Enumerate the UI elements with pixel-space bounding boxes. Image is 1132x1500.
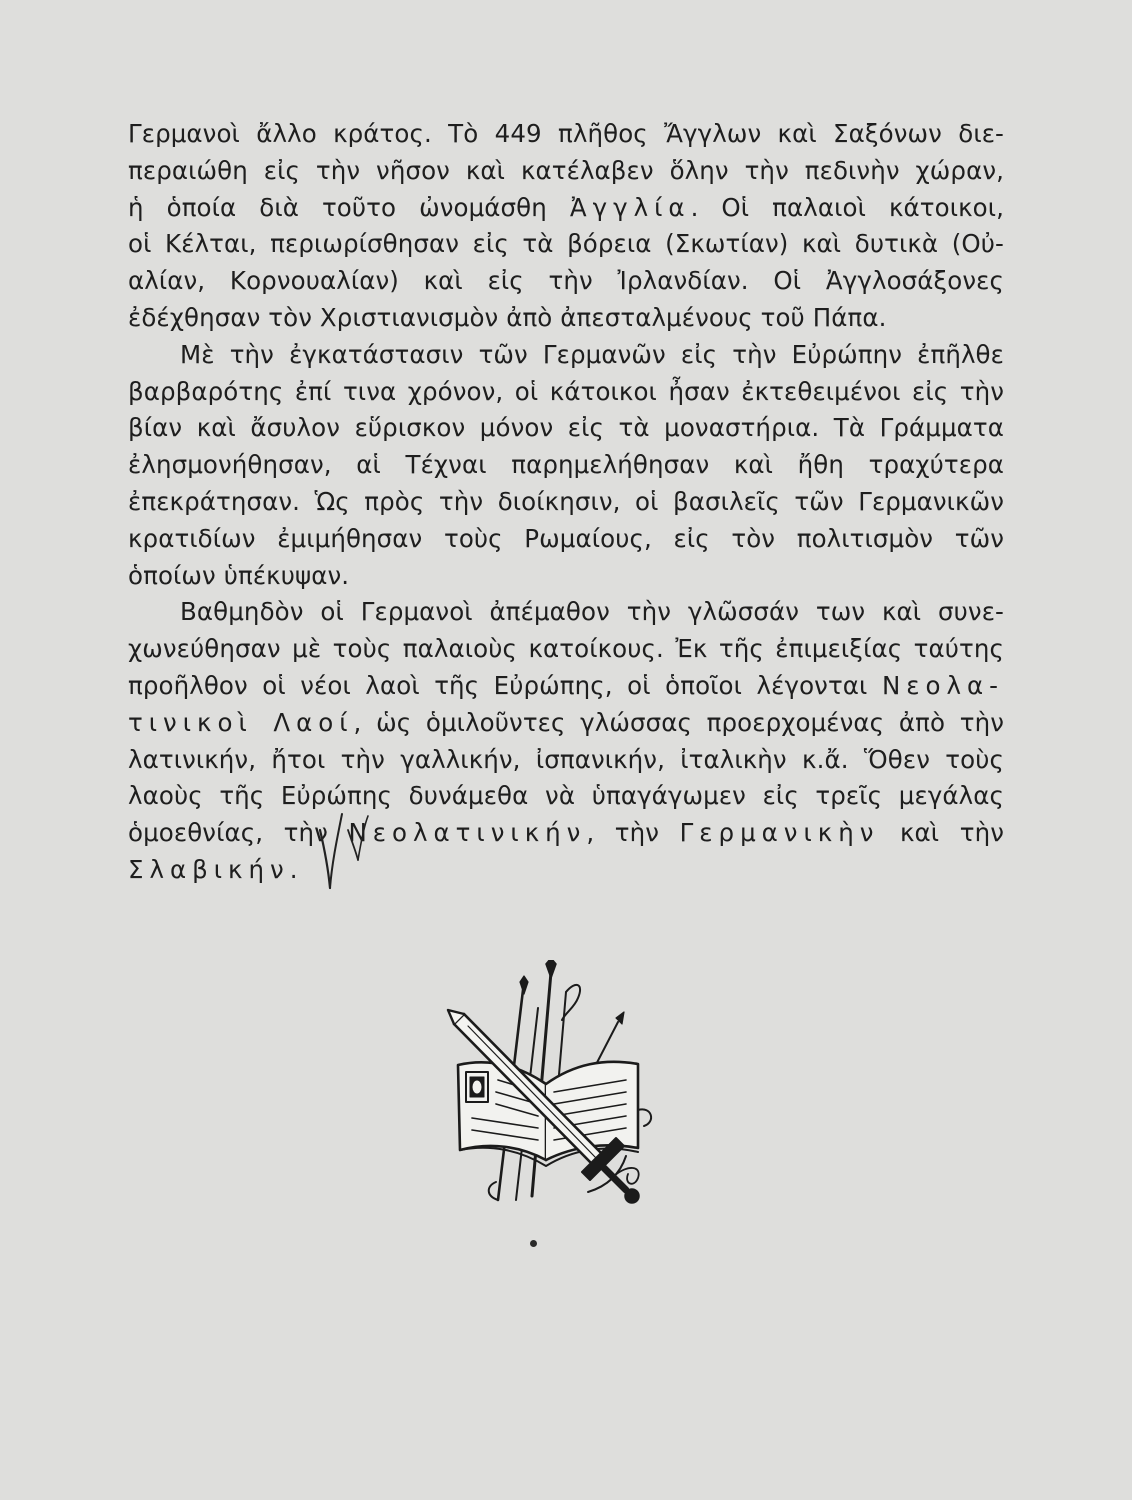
- text-line: [128, 852, 1004, 889]
- text-line: [128, 116, 1004, 153]
- text-run: καὶ τὴν: [879, 818, 1004, 848]
- body-text: [128, 116, 1004, 889]
- text-run: .: [289, 854, 298, 884]
- text-line: [128, 263, 1004, 300]
- text-run: ἐδέχθησαν τὸν Χριστιανισμὸν ἀπὸ ἀπεσταλμένους τοῦ Πάπα.: [128, 302, 887, 332]
- text-line: [128, 594, 1004, 631]
- text-run: οἱ Κέλται, περιωρίσθησαν εἰς τὰ βόρεια (Σκωτίαν) καὶ δυτικὰ (Οὐ-: [128, 229, 1004, 259]
- text-line: [128, 337, 1004, 374]
- text-line: [128, 300, 1004, 337]
- text-line: [128, 190, 1004, 227]
- text-line: [128, 668, 1004, 705]
- text-line: [128, 447, 1004, 484]
- text-line: [128, 815, 1004, 852]
- spaced-term-neolatin: Νεολα-: [881, 670, 1004, 700]
- text-run: βαρβαρότης ἐπί τινα χρόνον, οἱ κάτοικοι ἦσαν ἐκτεθειμένοι εἰς τὴν: [128, 376, 1004, 406]
- text-run: Βαθμηδὸν οἱ Γερμανοὶ ἀπέμαθον τὴν γλῶσσάν των καὶ συνε-: [180, 597, 1004, 627]
- text-line: [128, 153, 1004, 190]
- text-run: λατινικήν, ἤτοι τὴν γαλλικήν, ἰσπανικήν, ἰταλικὴν κ.ἄ. Ὅθεν τοὺς: [128, 744, 1004, 774]
- text-line: [128, 521, 1004, 558]
- text-run: Μὲ τὴν ἐγκατάστασιν τῶν Γερμανῶν εἰς τὴν Εὐρώπην ἐπῆλθε: [180, 339, 1004, 369]
- text-line: [128, 631, 1004, 668]
- spaced-term-neolatiniki: Νεολατινικήν: [348, 818, 587, 848]
- spaced-term-slaviki: Σλαβικήν: [128, 854, 290, 884]
- text-run: κρατιδίων ἐμιμήθησαν τοὺς Ρωμαίους, εἰς τὸν πολιτισμὸν τῶν: [128, 523, 1004, 553]
- text-line: [128, 742, 1004, 779]
- text-run: . Οἱ παλαιοὶ κάτοικοι,: [690, 192, 1005, 222]
- text-line: [128, 705, 1004, 742]
- text-line: [128, 778, 1004, 815]
- text-run: λαοὺς τῆς Εὐρώπης δυνάμεθα νὰ ὑπαγάγωμεν εἰς τρεῖς μεγάλας: [128, 781, 1004, 811]
- text-run: ὁμοεθνίας, τὴν: [128, 818, 349, 848]
- text-line: [128, 410, 1004, 447]
- text-line: [128, 484, 1004, 521]
- text-line: [128, 374, 1004, 411]
- text-run: , τὴν: [586, 818, 680, 848]
- text-run: αλίαν, Κορνουαλίαν) καὶ εἰς τὴν Ἰρλανδίαν. Οἱ Ἀγγλοσάξονες: [128, 266, 1004, 296]
- text-run: ἡ ὁποία διὰ τοῦτο ὠνομάσθη: [128, 192, 570, 222]
- handwritten-checkmark: [318, 812, 388, 892]
- spaced-term-germaniki: Γερμανικὴν: [679, 818, 880, 848]
- spaced-term-anglia: Ἀγγλία: [569, 192, 691, 222]
- text-line: [128, 558, 1004, 595]
- ink-dot: [530, 1240, 537, 1247]
- text-run: περαιώθη εἰς τὴν νῆσον καὶ κατέλαβεν ὅλην τὴν πεδινὴν χώραν,: [128, 155, 1004, 185]
- sword-book-vignette-icon: [438, 960, 668, 1220]
- text-run: , ὡς ὁμιλοῦντες γλώσσας προερχομένας ἀπὸ τὴν: [353, 707, 1004, 737]
- spaced-term-neolatin-peoples: τινικοὶ Λαοί: [128, 707, 354, 737]
- text-line: [128, 226, 1004, 263]
- text-run: Γερμανοὶ ἄλλο κράτος. Τὸ 449 πλῆθος Ἄγγλων καὶ Σαξόνων διε-: [128, 119, 1004, 148]
- text-run: προῆλθον οἱ νέοι λαοὶ τῆς Εὐρώπης, οἱ ὁποῖοι λέγονται: [128, 670, 882, 700]
- text-run: ὁποίων ὑπέκυψαν.: [128, 560, 350, 590]
- text-run: βίαν καὶ ἄσυλον εὕρισκον μόνον εἰς τὰ μοναστήρια. Τὰ Γράμματα: [128, 413, 1004, 443]
- text-run: χωνεύθησαν μὲ τοὺς παλαιοὺς κατοίκους. Ἐκ τῆς ἐπιμειξίας ταύτης: [128, 634, 1004, 664]
- text-run: ἐλησμονήθησαν, αἱ Τέχναι παρημελήθησαν καὶ ἤθη τραχύτερα: [128, 450, 1004, 480]
- text-run: ἐπεκράτησαν. Ὡς πρὸς τὴν διοίκησιν, οἱ βασιλεῖς τῶν Γερμανικῶν: [128, 486, 1004, 516]
